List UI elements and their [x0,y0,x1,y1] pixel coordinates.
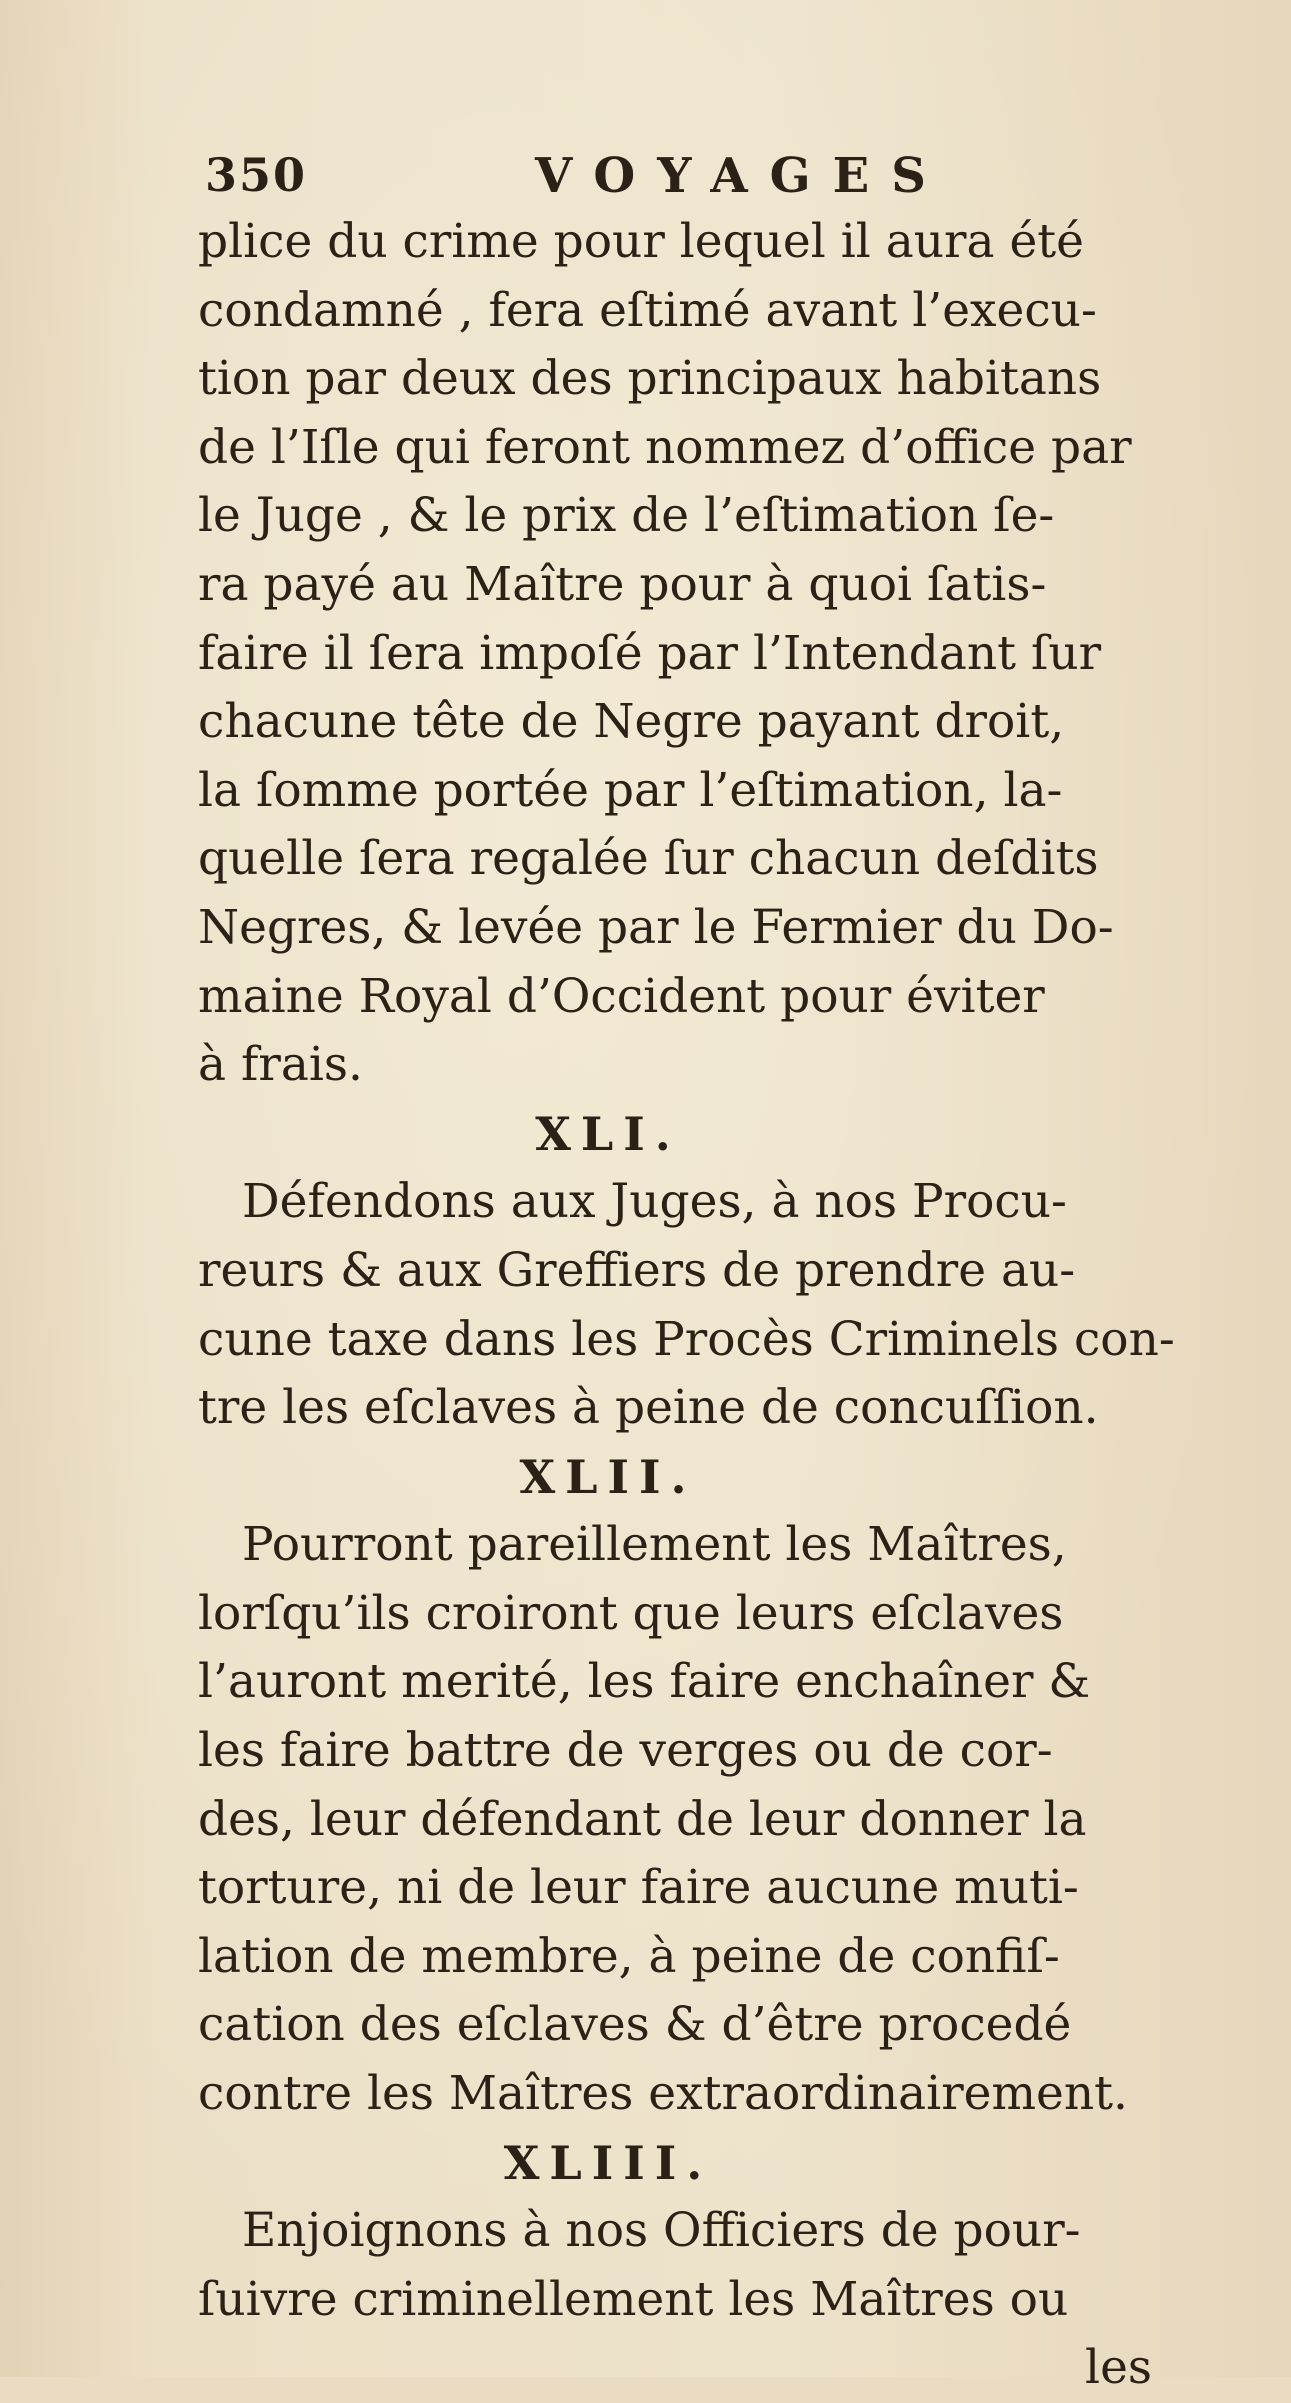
text-line: des, leur défendant de leur donner la [198,1791,1087,1847]
text-line: tre les eſclaves à peine de concuſſion. [198,1380,1099,1436]
article-heading-xliii: XLIII. [503,2135,713,2190]
text-line: condamné , fera eſtimé avant l’execu- [198,282,1097,338]
text-line: faire il ſera impoſé par l’Intendant ſur [198,625,1102,681]
text-line: à frais. [198,1037,363,1093]
running-title: VOYAGES [535,148,948,204]
text-line: la ſomme portée par l’eſtimation, la- [198,762,1063,818]
page-number: 350 [205,148,308,202]
paragraph-start-line: Défendons aux Juges, à nos Procu- [242,1174,1067,1230]
text-line: lation de membre, à peine de confiſ- [198,1928,1060,1984]
text-line: les faire battre de verges ou de cor- [198,1723,1053,1779]
article-heading-xlii: XLII. [519,1449,697,1504]
text-line: maine Royal d’Occident pour éviter [198,968,1045,1024]
catchword: les [1085,2340,1152,2396]
text-line: de l’Iſle qui feront nommez d’office par [198,419,1132,475]
running-head [205,148,1005,208]
body-text [198,208,1258,2403]
text-line: reurs & aux Greffiers de prendre au- [198,1242,1076,1298]
text-line: plice du crime pour lequel il aura été [198,214,1084,269]
text-line: le Juge , & le prix de l’eſtimation ſe- [198,488,1055,544]
text-line: contre les Maîtres extraordinairement. [198,2066,1128,2122]
text-line: quelle ſera regalée ſur chacun deſdits [198,831,1099,887]
text-line: chacune tête de Negre payant droit, [198,694,1065,750]
text-line: ſuivre criminellement les Maîtres ou [198,2271,1069,2327]
text-line: torture, ni de leur faire aucune muti- [198,1860,1079,1916]
article-heading-xli: XLI. [535,1106,681,1161]
paragraph-start-line: Enjoignons à nos Officiers de pour- [242,2203,1081,2259]
text-line: cune taxe dans les Procès Criminels con- [198,1311,1175,1367]
paragraph-start-line: Pourront pareillement les Maîtres, [242,1517,1067,1573]
text-line: l’auront merité, les faire enchaîner & [198,1654,1091,1710]
text-line: cation des eſclaves & d’être procedé [198,1997,1072,2053]
text-line: Negres, & levée par le Fermier du Do- [198,899,1114,955]
text-line: tion par deux des principaux habitans [198,351,1102,407]
text-line: lorſqu’ils croiront que leurs eſclaves [198,1585,1064,1641]
text-line: ra payé au Maître pour à quoi ſatis- [198,556,1047,612]
